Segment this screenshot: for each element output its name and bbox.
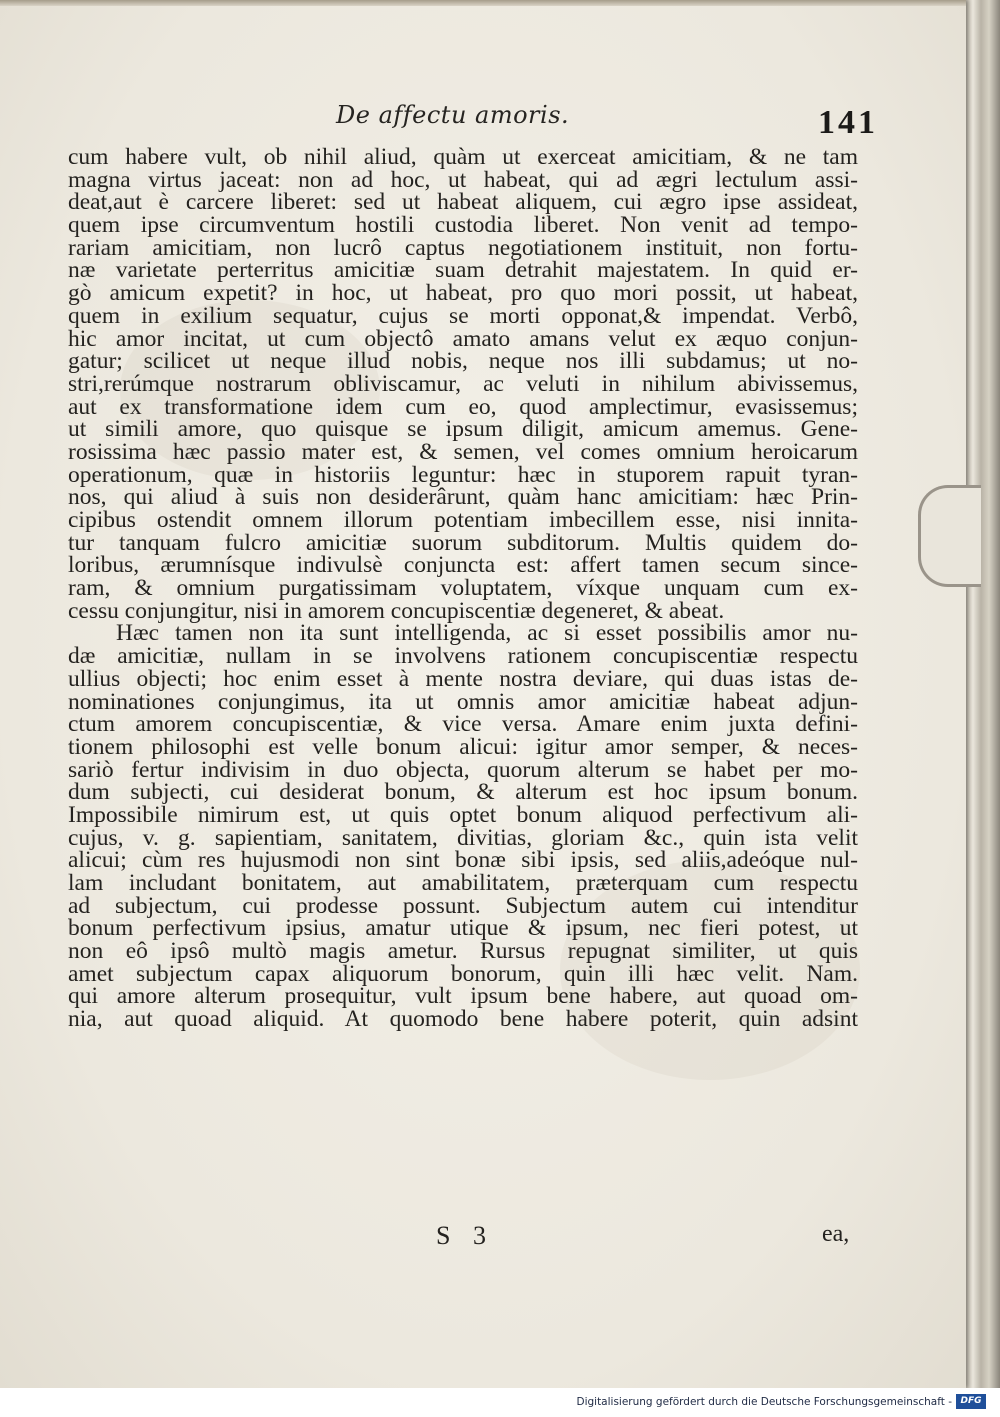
- text-line: Hæc tamen non ita sunt intelligenda, ac si esset possibilis amor nu-: [116, 620, 858, 647]
- text-line: nos, qui aliud à suis non desiderârunt, quàm hanc amicitiam: hæc Prin-: [68, 484, 858, 511]
- text-line: cujus, v. g. sapientiam, sanitatem, divitias, gloriam &c., quin ista velit: [68, 824, 858, 851]
- text-line: rariam amicitiam, non lucrô captus negotiationem instituit, non fortu-: [68, 234, 858, 261]
- text-line: gò amicum expetit? in hoc, ut habeat, pro quo mori possit, ut habeat,: [68, 280, 858, 307]
- text-line: stri,rerúmque nostrarum obliviscamur, ac veluti in nihilum abivissemus,: [68, 370, 858, 397]
- text-line: nia, aut quoad aliquid. At quomodo bene habere poterit, quin adsint: [68, 1006, 858, 1033]
- text-line: Impossibile nimirum est, ut quis optet bonum aliquod perfectivum ali-: [68, 801, 858, 828]
- running-title: De affectu amoris.: [336, 101, 570, 129]
- body-text: [68, 146, 858, 1031]
- text-line: quem ipse circumventum hostili custodia liberet. Non venit ad tempo-: [68, 212, 858, 239]
- text-line: deat,aut è carcere liberet: sed ut habeat aliquem, cui ægro ipse assideat,: [68, 189, 858, 216]
- text-line: ullius objecti; hoc enim esset à mente nostra deviare, qui duas istas de-: [68, 665, 858, 692]
- text-line: amet subjectum capax aliquorum bonorum, quin illi hæc velit. Nam.: [68, 960, 858, 987]
- page-top-edge: [0, 0, 966, 6]
- text-line: rosissima hæc passio mater est, & semen, vel comes omnium heroicarum: [68, 438, 858, 465]
- text-line: qui amore alterum prosequitur, vult ipsum bene habere, aut quoad om-: [68, 983, 858, 1010]
- text-line: alicui; cùm res hujusmodi non sint bonæ sibi ipsis, sed aliis,adeóque nul-: [68, 847, 858, 874]
- text-line: bonum perfectivum ipsius, amatur utique & ipsum, nec fieri potest, ut: [68, 915, 858, 942]
- dfg-logo-icon: DFG: [956, 1394, 986, 1409]
- text-line: tur tanquam fulcro amicitiæ suorum subditorum. Multis quidem do-: [68, 529, 858, 556]
- text-line: loribus, ærumnísque indivulsè conjuncta est: affert tamen secum since-: [68, 552, 858, 579]
- text-line: quem in exilium sequatur, cujus se morti opponat,& impendat. Verbô,: [68, 302, 858, 329]
- signature-mark: S 3: [436, 1221, 494, 1250]
- attribution-text: Digitalisierung gefördert durch die Deutsche Forschungsgemeinschaft -: [576, 1396, 952, 1408]
- text-line: dum subjecti, cui desiderat bonum, & alterum est hoc ipsum bonum.: [68, 779, 858, 806]
- text-line: tionem philosophi est velle bonum alicui: igitur amor semper, & neces-: [68, 733, 858, 760]
- text-line: nominationes conjungimus, ita ut omnis amor amicitiæ habeat adjun-: [68, 688, 858, 715]
- text-line: hic amor incitat, ut cum objectô amato amans velut ex æquo conjun-: [68, 325, 858, 352]
- text-line: dæ amicitiæ, nullam in se involvens rationem concupiscentiæ respectu: [68, 643, 858, 670]
- attribution-bar: [0, 1388, 1000, 1417]
- text-line: cum habere vult, ob nihil aliud, quàm ut exerceat amicitiam, & ne tam: [68, 144, 858, 170]
- page-number: 141: [818, 104, 878, 141]
- text-line: ctum amorem concupiscentiæ, & vice versa. Amare enim juxta defini-: [68, 711, 858, 738]
- text-line: cessu conjungitur, nisi in amorem concupiscentiæ degeneret, & abeat.: [68, 597, 725, 624]
- catchword: ea,: [822, 1221, 850, 1247]
- text-line: ram, & omnium purgatissimam voluptatem, víxque unquam cum ex-: [68, 575, 858, 602]
- text-line: operationum, quæ in historiis leguntur: hæc in stuporem rapuit tyran-: [68, 461, 858, 488]
- text-line: næ varietate perterritus amicitiæ suam detrahit majestatem. In quid er-: [68, 257, 858, 284]
- page-fold-clip: [918, 485, 981, 587]
- text-line: magna virtus jaceat: non ad hoc, ut habeat, qui ad ægri lectulum assi-: [68, 166, 858, 193]
- text-line: sariò fertur indivisim in duo objecta, quorum alterum se habet per mo-: [68, 756, 858, 783]
- text-line: aut ex transformatione idem cum eo, quod amplectimur, evasissemus;: [68, 393, 858, 420]
- text-line: gatur; scilicet ut neque illud nobis, neque nos illi subdamus; ut no-: [68, 348, 858, 375]
- text-line: ad subjectum, cui prodesse possunt. Subjectum autem cui intenditur: [68, 892, 858, 919]
- text-line: non eô ipsô multò magis ametur. Rursus repugnat similiter, ut quis: [68, 938, 858, 965]
- text-line: lam includant bonitatem, aut amabilitatem, præterquam cum respectu: [68, 870, 858, 896]
- text-line: cipibus ostendit omnem illorum potentiam imbecillem esse, nisi innita-: [68, 507, 858, 533]
- text-line: ut simili amore, quo quisque se ipsum diligit, amicum amemus. Gene-: [68, 416, 858, 443]
